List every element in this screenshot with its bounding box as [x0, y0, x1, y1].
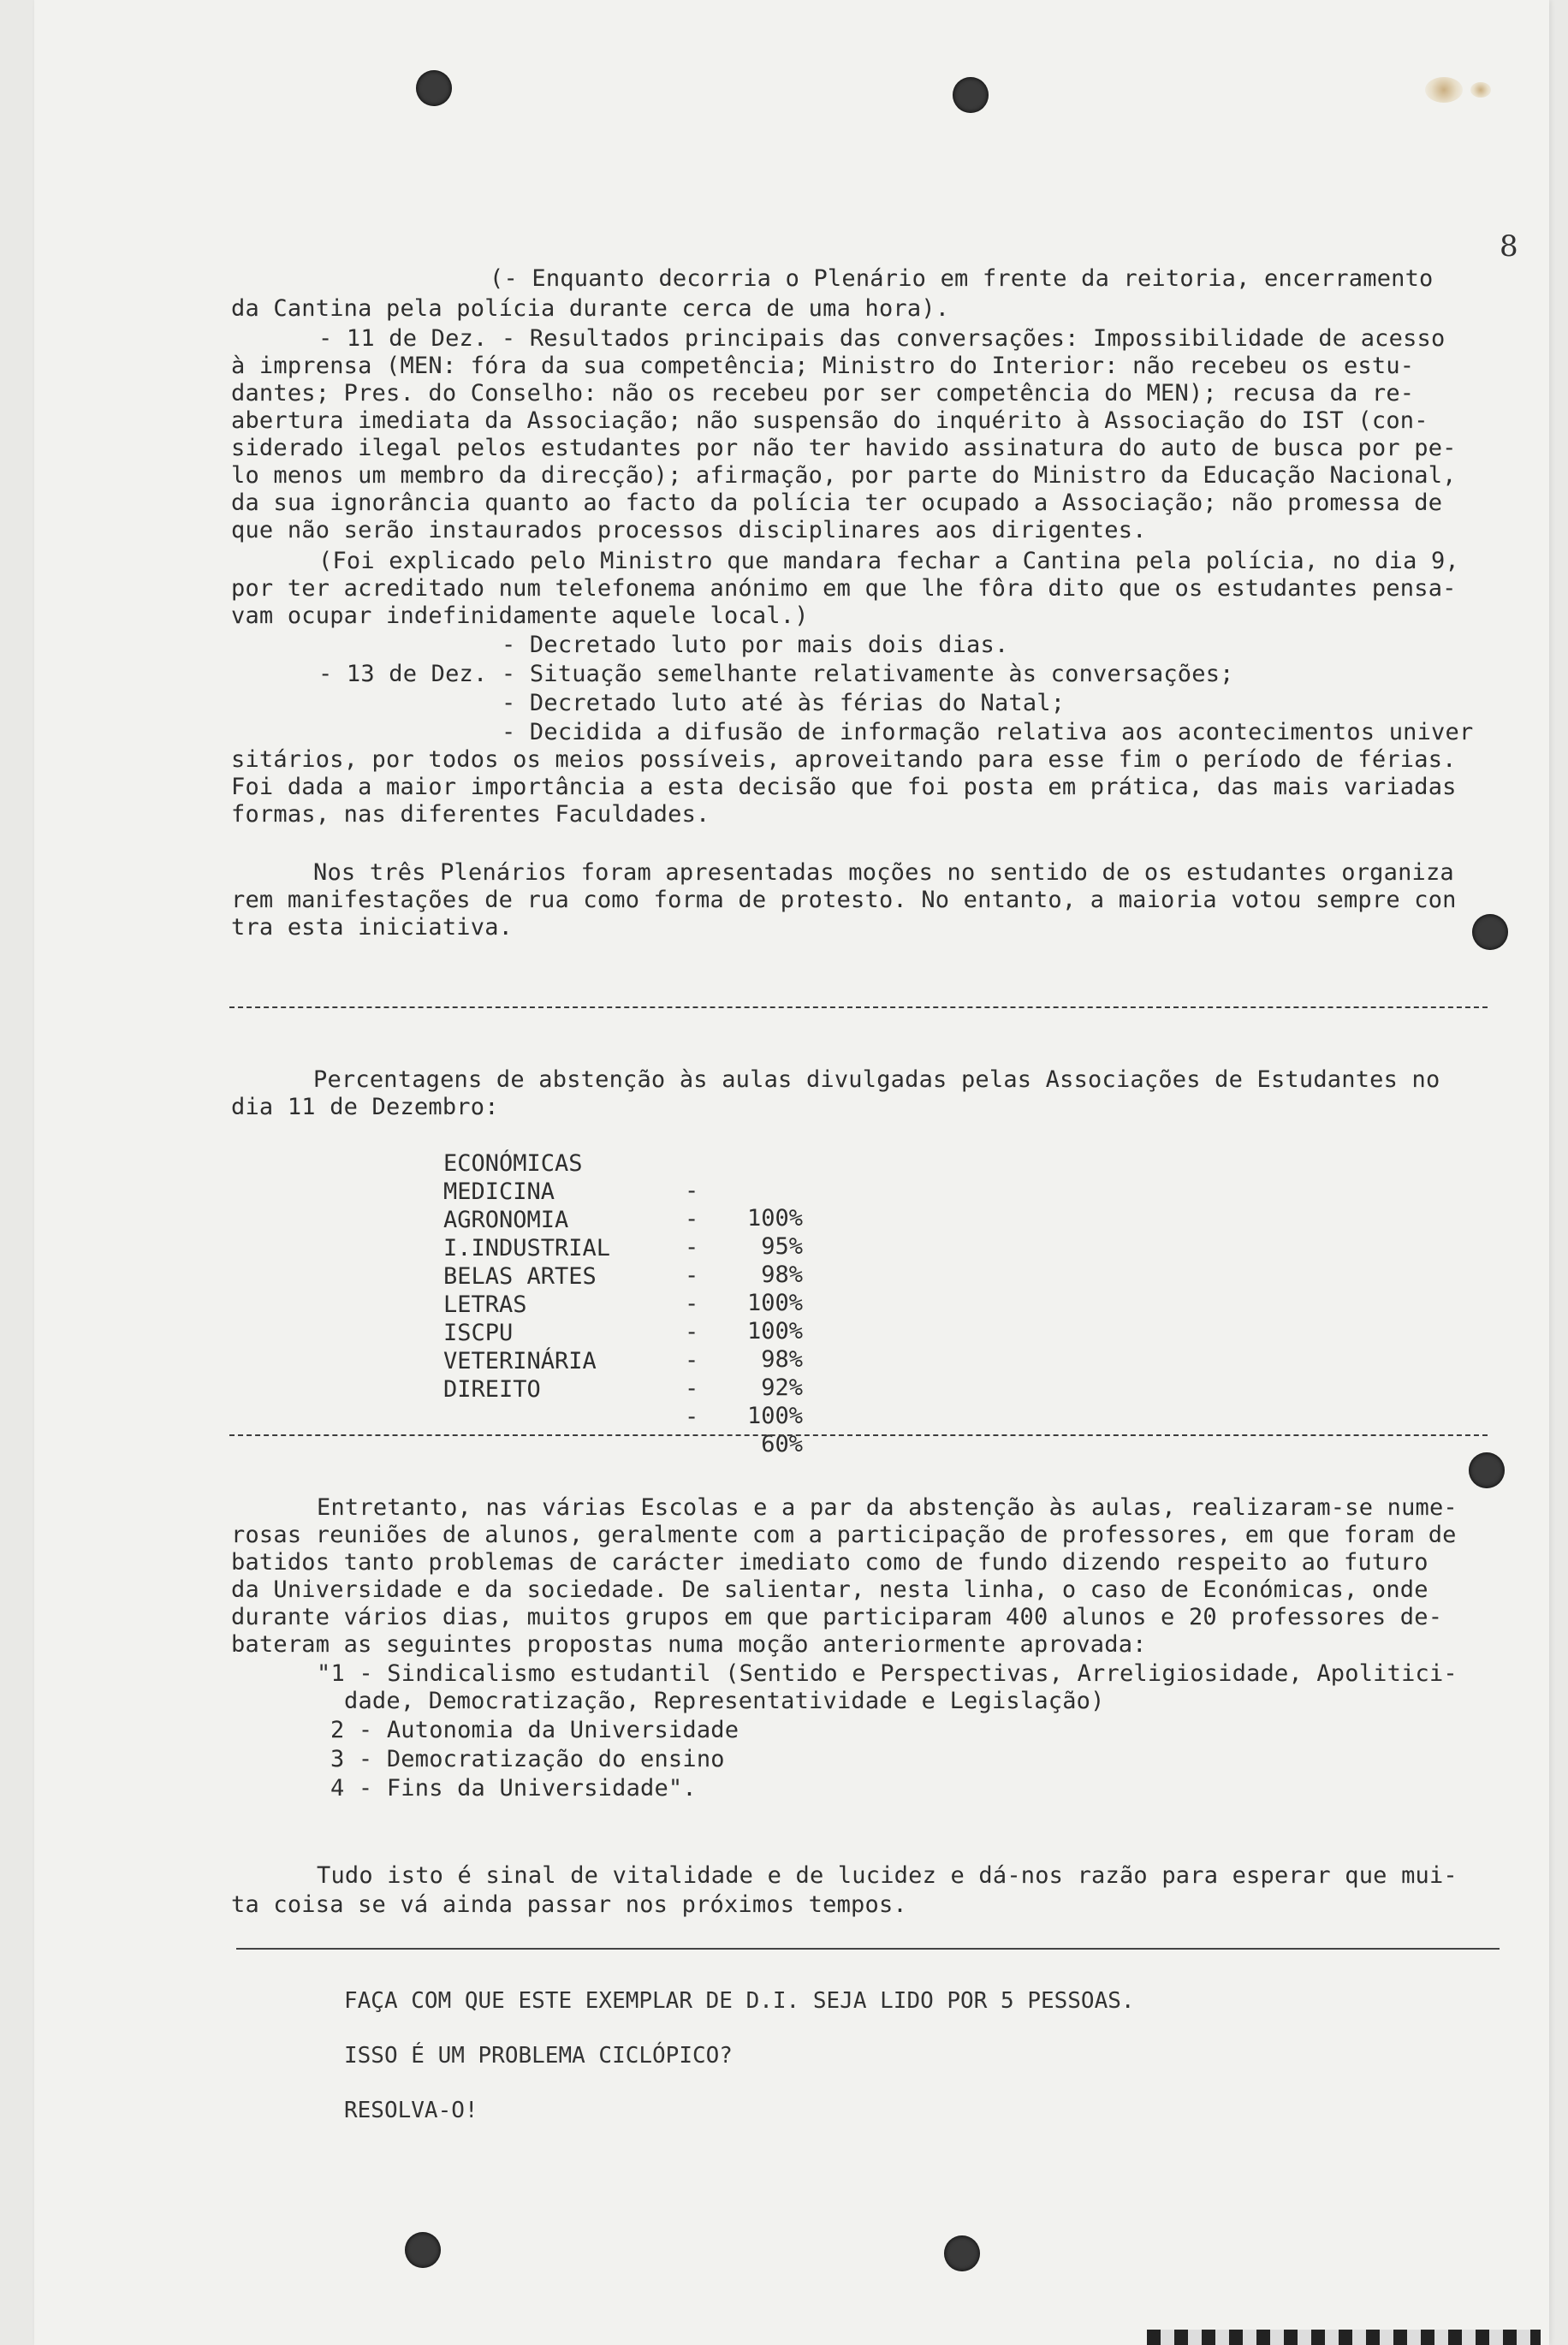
punch-hole: [405, 2232, 441, 2268]
text-line: "1 - Sindicalismo estudantil (Sentido e Perspectivas, Arreligiosidade, Apolitici-: [317, 1660, 1458, 1687]
faculty-name: MEDICINA: [443, 1178, 555, 1205]
text-line: dantes; Pres. do Conselho: não os recebeu por ser competência do MEN); recusa da re-: [231, 380, 1415, 407]
text-line: rosas reuniões de alunos, geralmente com a participação de professores, em que foram de: [231, 1522, 1457, 1548]
rust-stain: [1425, 77, 1463, 103]
separator: -: [685, 1347, 699, 1374]
faculty-name: ISCPU: [443, 1320, 514, 1346]
faculty-name: I.INDUSTRIAL: [443, 1235, 611, 1262]
percentage: 100%: [746, 1318, 803, 1345]
text-line: Entretanto, nas várias Escolas e a par da abstenção às aulas, realizaram-se nume-: [317, 1494, 1458, 1521]
text-line: (Foi explicado pelo Ministro que mandara fechar a Cantina pela polícia, no dia 9,: [318, 548, 1459, 574]
punch-hole: [1469, 1452, 1505, 1488]
faculty-name: ECONÓMICAS: [443, 1150, 583, 1177]
text-line: 4 - Fins da Universidade".: [330, 1775, 697, 1802]
percentage: 98%: [761, 1346, 803, 1373]
text-line: dia 11 de Dezembro:: [231, 1094, 499, 1120]
text-line: 3 - Democratização do ensino: [330, 1746, 725, 1772]
dashed-divider: [229, 1006, 1488, 1008]
page-number: 8: [1500, 229, 1518, 264]
separator: -: [685, 1262, 699, 1289]
separator: -: [685, 1375, 699, 1402]
text-line: durante vários dias, muitos grupos em que participaram 400 alunos e 20 professores de-: [231, 1604, 1443, 1630]
text-line: bateram as seguintes propostas numa moção anteriormente aprovada:: [231, 1631, 1147, 1658]
text-line: (- Enquanto decorria o Plenário em frente da reitoria, encerramento: [490, 265, 1434, 292]
percentage: 100%: [746, 1403, 803, 1429]
text-line: da Cantina pela polícia durante cerca de uma hora).: [231, 295, 950, 322]
text-line: - Decretado luto até às férias do Natal;: [502, 690, 1066, 716]
punch-hole: [416, 70, 452, 106]
text-line: à imprensa (MEN: fóra da sua competência; Ministro do Interior: não recebeu os estu-: [231, 353, 1415, 379]
text-line: formas, nas diferentes Faculdades.: [231, 801, 710, 828]
text-line: da sua ignorância quanto ao facto da polícia ter ocupado a Associação; não promessa de: [231, 490, 1443, 516]
footer-line: FAÇA COM QUE ESTE EXEMPLAR DE D.I. SEJA LIDO POR 5 PESSOAS.: [344, 1988, 1135, 2014]
separator: -: [685, 1178, 699, 1204]
separator: -: [685, 1319, 699, 1345]
percentage: 100%: [746, 1290, 803, 1316]
footer-divider: [236, 1948, 1500, 1950]
dashed-divider: [229, 1434, 1488, 1436]
punch-hole: [953, 77, 989, 113]
footer-line: RESOLVA-O!: [344, 2098, 478, 2123]
text-line: sitários, por todos os meios possíveis, aproveitando para esse fim o período de férias.: [231, 746, 1457, 773]
text-line: - Decretado luto por mais dois dias.: [502, 632, 1009, 658]
text-line: 2 - Autonomia da Universidade: [330, 1717, 739, 1743]
text-line: lo menos um membro da direcção); afirmação, por parte do Ministro da Educação Nacional,: [231, 462, 1457, 489]
text-line: siderado ilegal pelos estudantes por não ter havido assinatura do auto de busca por pe-: [231, 435, 1457, 461]
text-line: Nos três Plenários foram apresentadas moções no sentido de os estudantes organiza: [313, 859, 1454, 886]
text-line: - 11 de Dez. - Resultados principais das conversações: Impossibilidade de acesso: [318, 325, 1446, 352]
faculty-name: LETRAS: [443, 1291, 527, 1318]
percentage: 95%: [761, 1233, 803, 1260]
document-page: [34, 0, 1549, 2345]
text-line: rem manifestações de rua como forma de protesto. No entanto, a maioria votou sempre con: [231, 887, 1457, 913]
text-line: da Universidade e da sociedade. De salientar, nesta linha, o caso de Económicas, onde: [231, 1576, 1428, 1603]
text-line: abertura imediata da Associação; não suspensão do inquérito à Associação do IST (con-: [231, 407, 1428, 434]
rust-stain: [1470, 82, 1491, 98]
separator: -: [685, 1234, 699, 1261]
text-line: por ter acreditado num telefonema anónimo em que lhe fôra dito que os estudantes pensa-: [231, 575, 1457, 602]
percentage: 98%: [761, 1262, 803, 1288]
text-line: ta coisa se vá ainda passar nos próximos tempos.: [231, 1891, 907, 1918]
faculty-name: AGRONOMIA: [443, 1207, 569, 1233]
faculty-name: VETERINÁRIA: [443, 1348, 597, 1374]
separator: -: [685, 1291, 699, 1317]
faculty-name: BELAS ARTES: [443, 1263, 597, 1290]
text-line: tra esta iniciativa.: [231, 914, 514, 941]
percentage: 60%: [761, 1431, 803, 1457]
text-line: Foi dada a maior importância a esta decisão que foi posta em prática, das mais variadas: [231, 774, 1457, 800]
text-line: vam ocupar indefinidamente aquele local.): [231, 603, 809, 629]
percentage: 92%: [761, 1374, 803, 1401]
footer-line: ISSO É UM PROBLEMA CICLÓPICO?: [344, 2043, 733, 2069]
separator: -: [685, 1404, 699, 1430]
percentage: 100%: [746, 1205, 803, 1232]
text-line: - 13 de Dez. - Situação semelhante relativamente às conversações;: [318, 661, 1234, 687]
text-line: Tudo isto é sinal de vitalidade e de lucidez e dá-nos razão para esperar que mui-: [317, 1862, 1458, 1889]
faculty-name: DIREITO: [443, 1376, 541, 1403]
punch-hole: [944, 2235, 980, 2271]
punch-hole: [1472, 914, 1508, 950]
text-line: - Decidida a difusão de informação relativa aos acontecimentos univer: [502, 719, 1474, 745]
text-line: que não serão instaurados processos disciplinares aos dirigentes.: [231, 517, 1147, 543]
text-line: dade, Democratização, Representatividade e Legislação): [344, 1688, 1105, 1714]
text-line: batidos tanto problemas de carácter imediato como de fundo dizendo respeito ao futuro: [231, 1549, 1428, 1576]
scan-calibration-strip: [1147, 2330, 1541, 2345]
text-line: Percentagens de abstenção às aulas divulgadas pelas Associações de Estudantes no: [313, 1066, 1440, 1093]
separator: -: [685, 1206, 699, 1232]
